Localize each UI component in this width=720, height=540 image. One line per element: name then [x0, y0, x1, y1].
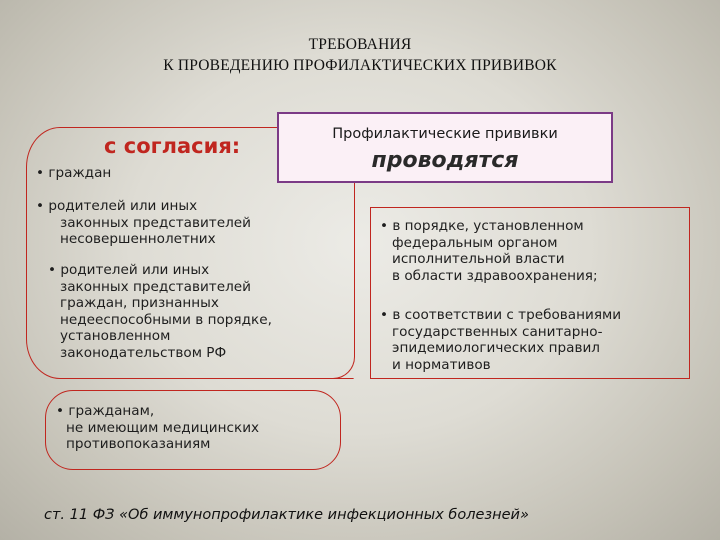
item-line: исполнительной власти [392, 251, 565, 267]
consent-item-citizens [36, 165, 111, 182]
item-line: граждан, признанных [60, 295, 219, 311]
item-line: установленном [60, 328, 171, 344]
item-line: противопоказаниям [66, 436, 211, 452]
item-line: • гражданам, [56, 403, 155, 419]
item-line: недееспособными в порядке, [60, 311, 272, 328]
consent-heading: с согласия: [104, 134, 241, 158]
item-line: и нормативов [392, 356, 491, 373]
item-line: • в соответствии с требованиями [380, 307, 622, 323]
procedure-item-rules [380, 307, 621, 373]
item-line: • родителей или иных [36, 198, 198, 214]
consent-item-parents-incapable [46, 262, 272, 361]
item-line: • в порядке, установленном [380, 218, 584, 234]
vaccination-main-word: проводятся [371, 148, 519, 173]
item-line: государственных санитарно- [392, 323, 603, 340]
item-line: законных представителей [60, 278, 251, 295]
item-line: не имеющим медицинских [66, 419, 260, 436]
item-line: несовершеннолетних [60, 231, 216, 247]
item-line: федеральным органом [392, 234, 558, 251]
item-line: • граждан [36, 165, 112, 181]
item-line: эпидемиологических правил [392, 340, 600, 356]
item-line: законодательством РФ [60, 344, 227, 361]
procedure-item-order [380, 218, 598, 284]
title-line-1: ТРЕБОВАНИЯ [308, 36, 412, 53]
item-line: в области здравоохранения; [392, 267, 598, 284]
title-line-2: К ПРОВЕДЕНИЮ ПРОФИЛАКТИЧЕСКИХ ПРИВИВОК [163, 57, 557, 74]
vaccination-subtitle: Профилактические прививки [332, 126, 558, 142]
vaccination-header-box [277, 112, 613, 183]
item-line: законных представителей [60, 214, 251, 231]
page-title [0, 34, 720, 76]
item-line: • родителей или иных [48, 262, 210, 278]
consent-item-parents-minors [36, 198, 251, 248]
contraindication-item [56, 403, 259, 453]
law-reference: ст. 11 ФЗ «Об иммунопрофилактике инфекционных болезней» [44, 507, 529, 523]
